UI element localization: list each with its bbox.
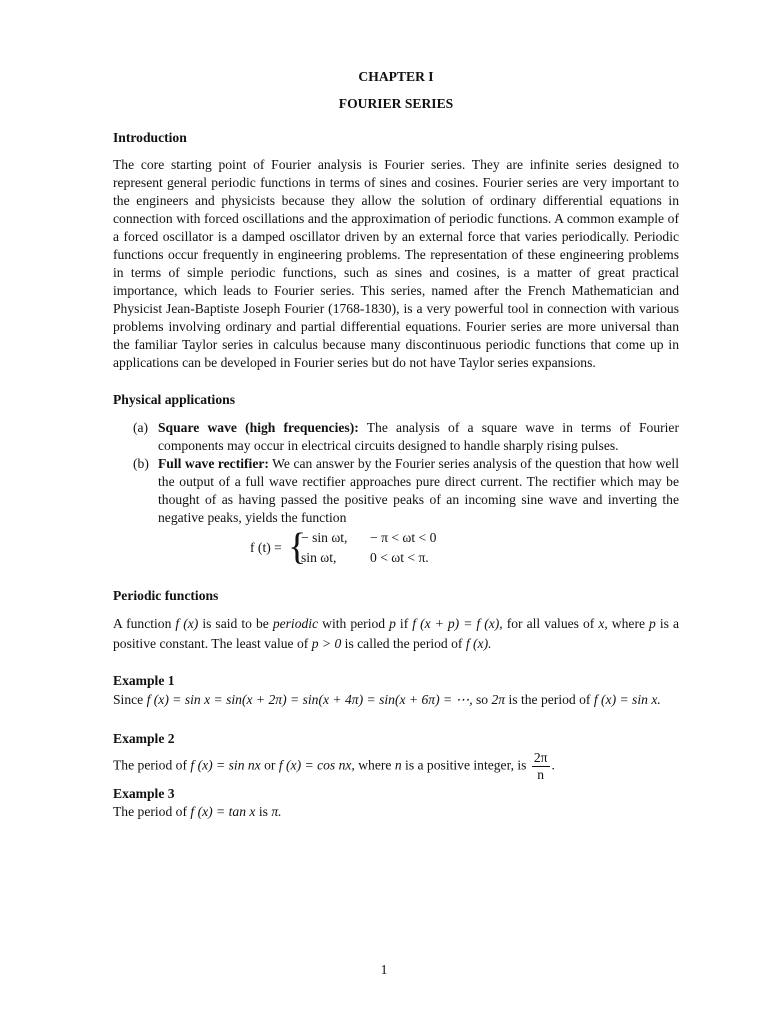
example-heading-3: Example 3 <box>113 786 175 801</box>
list-item-text: The analysis of a square wave in terms of Fourier components may occur in electrical circuits designed to handle sharply rising pulses. <box>158 420 679 453</box>
list-item <box>113 455 679 527</box>
list-item <box>113 419 679 455</box>
list-item-title: Square wave (high frequencies): <box>158 420 359 435</box>
equation-lhs: f (t) = <box>250 540 282 555</box>
section-heading-physical-applications: Physical applications <box>113 392 235 407</box>
equation-case-1-condition: − π < ωt < 0 <box>370 530 437 545</box>
page-number: 1 <box>380 962 388 977</box>
applications-list <box>113 419 679 527</box>
equation-case-1-expr: − sin ωt, <box>301 530 348 545</box>
introduction-paragraph: The core starting point of Fourier analysis is Fourier series. They are infinite series designed to represent general periodic functions in terms of sines and cosines. Fourier series are very important to the engineers and physicists because they allow the solution of ordinary differential equations in connection with forced oscillations and the approximation of periodic functions. A common example of a forced oscillator is a damped oscillator driven by an external force that varies periodically. Periodic functions occur frequently in engineering problems. The representation of these engineering problems in terms of simple periodic functions, such as sines and cosines, is a matter of great practical importance, which leads to Fourier series. This series, named after the French Mathematician and Physicist Jean-Baptiste Joseph Fourier (1768-1830), is a very powerful tool in connection with various problems involving ordinary and partial differential equations. Fourier series are more universal than the familiar Taylor series in calculus because many discontinuous periodic functions that come up in applications can be developed in Fourier series but do not have Taylor series expansions. <box>113 157 679 370</box>
example-2-text: The period of f (x) = sin nx or f (x) = cos nx, where n is a positive integer, is $\frac{2\pi}{n}$ . <box>113 750 555 782</box>
fraction: $\frac{2\pi}{n}$ <box>533 750 548 782</box>
example-heading-1: Example 1 <box>113 673 175 688</box>
chapter-title: FOURIER SERIES <box>338 96 454 111</box>
example-heading-2: Example 2 <box>113 731 175 746</box>
list-item-text: We can answer by the Fourier series analysis of the question that how well the output of a full wave rectifier approaches pure direct current. The rectifier which may be thought of as having passed the positive peaks of an incoming sine wave and inverting the negative peaks, yields the function <box>158 456 679 525</box>
document-page <box>113 68 679 821</box>
equation-case-2-condition: 0 < ωt < π. <box>370 550 429 565</box>
equation-case-2-expr: sin ωt, <box>301 550 337 565</box>
periodic-definition: A function f (x) is said to be periodic with period p if f (x + p) = f (x), for all values of x, where p is a positive constant. The least value of p > 0 is called the period of f (x). <box>113 616 679 651</box>
brace-symbol: { <box>288 526 307 568</box>
example-3-text: The period of f (x) = tan x is π. <box>113 804 282 819</box>
example-1-text: Since f (x) = sin x = sin(x + 2π) = sin(x + 4π) = sin(x + 6π) = ⋯, so 2π is the period of f (x) = sin x. <box>113 692 661 707</box>
chapter-label: CHAPTER I <box>358 69 434 84</box>
list-item-title: Full wave rectifier: <box>158 456 269 471</box>
section-heading-periodic-functions: Periodic functions <box>113 588 219 603</box>
list-marker: (b) <box>133 456 149 471</box>
piecewise-equation <box>113 526 679 569</box>
section-heading-introduction: Introduction <box>113 130 187 145</box>
list-marker: (a) <box>133 420 149 435</box>
